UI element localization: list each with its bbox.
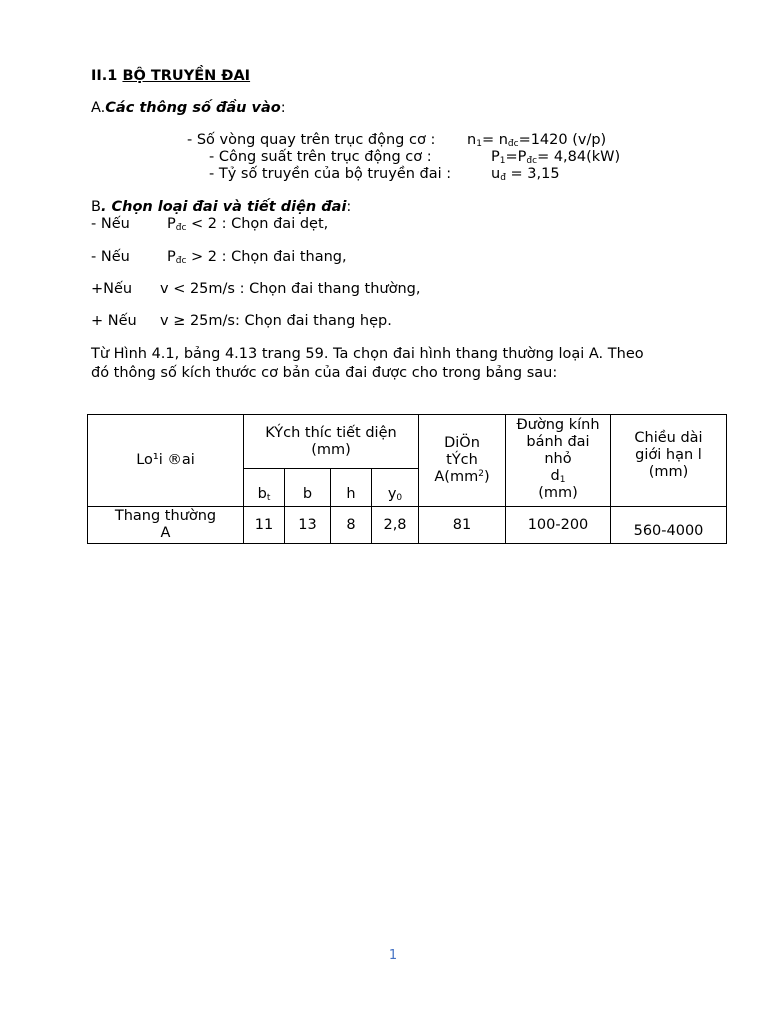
input-param-speed-label: - Số vòng quay trên trục động cơ : (187, 132, 436, 148)
rule-cond: + Nếu (91, 313, 137, 329)
input-param-power-value: $P_1=P_{đc}= 4,84(kW)$ (491, 149, 621, 166)
page-number: 1 (388, 948, 398, 963)
cell-belt-type: Thang thường A (88, 507, 244, 544)
header-length-limit: Chiều dài giới hạn l (mm) (611, 415, 727, 507)
header-b: b (285, 469, 331, 507)
header-area: DiÖn tÝch $A(mm^2)$ (419, 415, 506, 507)
cell-length: 560-4000 (611, 507, 727, 544)
rule-cond: - Nếu (91, 216, 130, 232)
cell-b: 13 (285, 507, 331, 544)
header-y0: $y_0$ (372, 469, 419, 507)
section-a-title: A.Các thông số đầu vào: (91, 100, 286, 116)
header-belt-type: Lo¹i ®ai (88, 415, 244, 507)
section-heading (91, 68, 250, 85)
heading-title: BỘ TRUYỀN ĐAI (122, 68, 251, 84)
cell-y0: 2,8 (372, 507, 419, 544)
header-h: h (331, 469, 372, 507)
rule-text: $P_{đc} < 2$ : Chọn đai dẹt, (167, 216, 329, 233)
paragraph-line: đó thông số kích thước cơ bản của đai được cho trong bảng sau: (91, 365, 558, 381)
rule-text: v < 25m/s : Chọn đai thang thường, (160, 281, 421, 297)
cell-diameter: 100-200 (506, 507, 611, 544)
paragraph-line: Từ Hình 4.1, bảng 4.13 trang 59. Ta chọn đai hình thang thường loại A. Theo (91, 346, 644, 362)
rule-text: $P_{đc} > 2$ : Chọn đai thang, (167, 249, 347, 266)
cell-bt: 11 (244, 507, 285, 544)
rule-text: v ≥ 25m/s: Chọn đai thang hẹp. (160, 313, 392, 329)
input-param-ratio-value: $u_đ = 3,15$ (491, 166, 560, 183)
cell-h: 8 (331, 507, 372, 544)
input-param-speed-value: $n_1= n_{đc}=1420$ (v/p) (467, 132, 607, 149)
heading-number: II.1 (91, 68, 118, 84)
rule-cond: +Nếu (91, 281, 133, 297)
rule-cond: - Nếu (91, 249, 130, 265)
belt-spec-table (87, 414, 727, 544)
input-param-power-label: - Công suất trên trục động cơ : (209, 149, 432, 165)
cell-area: 81 (419, 507, 506, 544)
input-param-ratio-label: - Tỷ số truyền của bộ truyền đai : (209, 166, 452, 182)
header-cross-section: KÝch thíc tiết diện (mm) (244, 415, 419, 469)
header-bt: $b_t$ (244, 469, 285, 507)
section-b-title: B. Chọn loại đai và tiết diện đai: (91, 199, 352, 215)
header-small-pulley-diameter: Đường kính bánh đai nhỏ $d_1$ (mm) (506, 415, 611, 507)
